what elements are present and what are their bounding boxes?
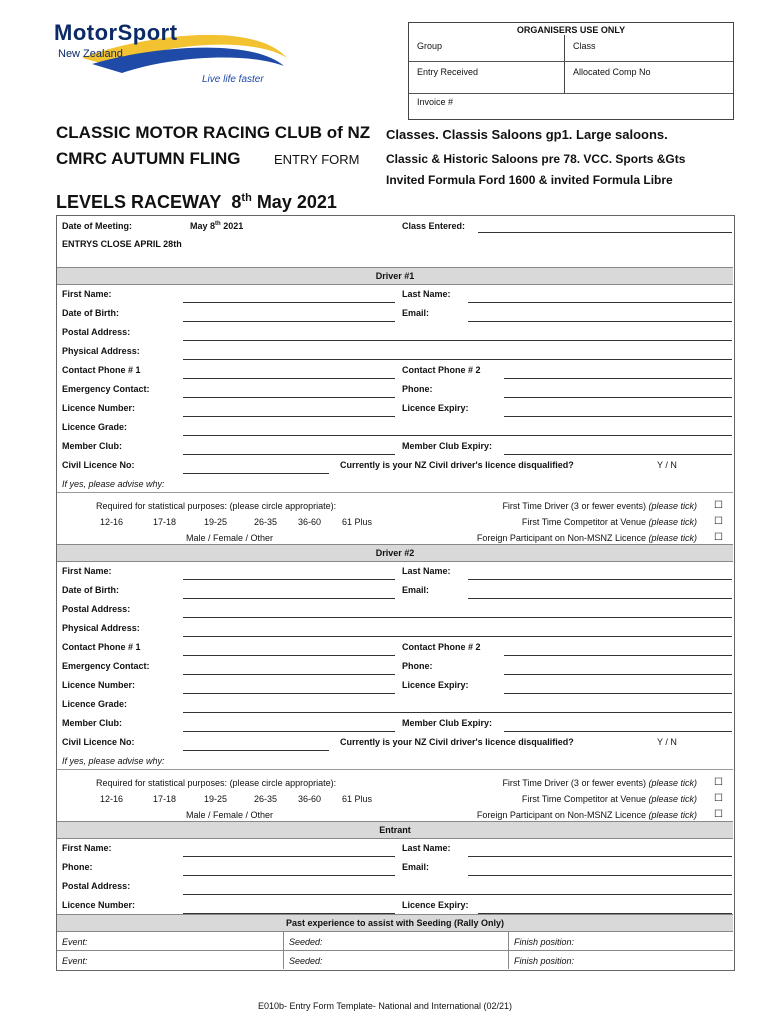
driver2-licence-expiry-label: Licence Expiry: bbox=[402, 680, 469, 690]
driver1-postal-label: Postal Address: bbox=[62, 327, 131, 337]
class-entered-field[interactable] bbox=[478, 232, 732, 233]
driver2-email-field[interactable] bbox=[468, 598, 732, 599]
invoice-label: Invoice # bbox=[417, 97, 454, 107]
driver1-last-name-field[interactable] bbox=[468, 302, 732, 303]
driver1-first-name-label: First Name: bbox=[62, 289, 112, 299]
driver1-club-label: Member Club: bbox=[62, 441, 123, 451]
driver2-advise: If yes, please advise why: bbox=[62, 756, 165, 766]
driver2-title: Driver #2 bbox=[375, 548, 415, 558]
driver1-licence-expiry-field[interactable] bbox=[504, 416, 732, 417]
driver1-age-4[interactable]: 36-60 bbox=[298, 517, 322, 527]
driver1-age-2[interactable]: 19-25 bbox=[204, 517, 228, 527]
driver1-first_time: First Time Driver (3 or fewer events) (please tick) bbox=[502, 501, 697, 511]
past-event-2: Event: bbox=[62, 956, 88, 966]
entrant-first-name-label: First Name: bbox=[62, 843, 112, 853]
venue-title: LEVELS RACEWAY 8th May 2021 bbox=[56, 192, 337, 212]
driver1-disqualified-label: Currently is your NZ Civil driver's licence disqualified? bbox=[340, 460, 574, 470]
past-seeded-2: Seeded: bbox=[289, 956, 323, 966]
driver2-grade-label: Licence Grade: bbox=[62, 699, 128, 709]
driver2-age-1[interactable]: 17-18 bbox=[153, 794, 177, 804]
entrant-phone-label: Phone: bbox=[62, 862, 93, 872]
driver1-club-field[interactable] bbox=[183, 454, 395, 455]
driver1-civil-label: Civil Licence No: bbox=[62, 460, 135, 470]
logo-tagline: Live life faster bbox=[202, 74, 264, 85]
driver2-first_time: First Time Driver (3 or fewer events) (please tick) bbox=[502, 778, 697, 788]
driver2-club-expiry-label: Member Club Expiry: bbox=[402, 718, 493, 728]
driver1-phone-field[interactable] bbox=[504, 397, 732, 398]
driver2-club-expiry-field[interactable] bbox=[504, 731, 732, 732]
past-finish-2: Finish position: bbox=[514, 956, 575, 966]
entrant-first-name-field[interactable] bbox=[183, 856, 395, 857]
past-title: Past experience to assist with Seeding (Rally Only) bbox=[285, 918, 505, 928]
driver1-grade-label: Licence Grade: bbox=[62, 422, 128, 432]
driver2-age-5[interactable]: 61 Plus bbox=[342, 794, 373, 804]
driver2-club-field[interactable] bbox=[183, 731, 395, 732]
entry-received-label: Entry Received bbox=[417, 67, 479, 77]
group-label: Group bbox=[417, 41, 443, 51]
entrant-last-name-field[interactable] bbox=[468, 856, 732, 857]
driver1-email-field[interactable] bbox=[468, 321, 732, 322]
driver1-first_comp-checkbox[interactable]: ☐ bbox=[714, 516, 723, 527]
classes-line2: Classic & Historic Saloons pre 78. VCC. Sports &Gts bbox=[386, 152, 686, 166]
driver1-foreign-checkbox[interactable]: ☐ bbox=[714, 532, 723, 543]
driver2-physical-label: Physical Address: bbox=[62, 623, 140, 633]
driver2-last-name-label: Last Name: bbox=[402, 566, 451, 576]
driver1-age-1[interactable]: 17-18 bbox=[153, 517, 177, 527]
driver2-email-label: Email: bbox=[402, 585, 430, 595]
driver2-age-0[interactable]: 12-16 bbox=[100, 794, 124, 804]
driver1-dob-label: Date of Birth: bbox=[62, 308, 119, 318]
driver1-licence-expiry-label: Licence Expiry: bbox=[402, 403, 469, 413]
driver1-physical-label: Physical Address: bbox=[62, 346, 140, 356]
organisers-box bbox=[408, 22, 734, 120]
form-frame bbox=[56, 215, 735, 971]
driver2-first_comp-checkbox[interactable]: ☐ bbox=[714, 793, 723, 804]
allocated-comp-label: Allocated Comp No bbox=[573, 67, 651, 77]
event-title: CMRC AUTUMN FLING bbox=[56, 149, 241, 168]
driver1-phone2-label: Contact Phone # 2 bbox=[402, 365, 481, 375]
driver1-age-5[interactable]: 61 Plus bbox=[342, 517, 373, 527]
entrant-licence-no-label: Licence Number: bbox=[62, 900, 136, 910]
organisers-heading: ORGANISERS USE ONLY bbox=[516, 25, 626, 35]
driver2-licence-no-field[interactable] bbox=[183, 693, 395, 694]
driver2-dob-label: Date of Birth: bbox=[62, 585, 119, 595]
driver1-age-0[interactable]: 12-16 bbox=[100, 517, 124, 527]
driver2-postal-label: Postal Address: bbox=[62, 604, 131, 614]
classes-line1: Classes. Classis Saloons gp1. Large saloons. bbox=[386, 127, 668, 142]
driver1-first_comp: First Time Competitor at Venue (please tick) bbox=[521, 517, 697, 527]
driver2-emergency-label: Emergency Contact: bbox=[62, 661, 150, 671]
driver1-club-expiry-field[interactable] bbox=[504, 454, 732, 455]
driver2-first_comp: First Time Competitor at Venue (please tick) bbox=[521, 794, 697, 804]
past-event-1: Event: bbox=[62, 937, 88, 947]
driver2-stats: Required for statistical purposes: (please circle appropriate): bbox=[96, 778, 337, 788]
driver2-club-label: Member Club: bbox=[62, 718, 123, 728]
driver1-emergency-label: Emergency Contact: bbox=[62, 384, 150, 394]
driver2-phone-field[interactable] bbox=[504, 674, 732, 675]
driver2-last-name-field[interactable] bbox=[468, 579, 732, 580]
driver1-phone2-field[interactable] bbox=[504, 378, 732, 379]
driver1-civil-field[interactable] bbox=[183, 473, 329, 474]
driver2-physical-field[interactable] bbox=[183, 636, 732, 637]
entries-close-label: ENTRYS CLOSE APRIL 28th bbox=[62, 239, 182, 249]
driver2-first_time-checkbox[interactable]: ☐ bbox=[714, 777, 723, 788]
driver2-civil-label: Civil Licence No: bbox=[62, 737, 135, 747]
footer-text: E010b- Entry Form Template- National and International (02/21) bbox=[258, 1001, 512, 1011]
driver2-civil-field[interactable] bbox=[183, 750, 329, 751]
driver2-yn[interactable]: Y / N bbox=[657, 737, 677, 747]
driver1-first_time-checkbox[interactable]: ☐ bbox=[714, 500, 723, 511]
driver1-phone-label: Phone: bbox=[402, 384, 433, 394]
driver2-age-2[interactable]: 19-25 bbox=[204, 794, 228, 804]
entrant-postal-field[interactable] bbox=[183, 894, 732, 895]
driver1-licence-no-label: Licence Number: bbox=[62, 403, 136, 413]
driver1-age-3[interactable]: 26-35 bbox=[254, 517, 278, 527]
driver1-phone1-label: Contact Phone # 1 bbox=[62, 365, 141, 375]
driver2-advise-field[interactable] bbox=[57, 769, 733, 770]
driver2-first-name-field[interactable] bbox=[183, 579, 395, 580]
date-of-meeting-label: Date of Meeting: bbox=[62, 221, 133, 231]
driver2-grade-field[interactable] bbox=[183, 712, 732, 713]
driver2-emergency-field[interactable] bbox=[183, 674, 395, 675]
entrant-last-name-label: Last Name: bbox=[402, 843, 451, 853]
driver1-advise: If yes, please advise why: bbox=[62, 479, 165, 489]
class-entered-label: Class Entered: bbox=[402, 221, 466, 231]
driver2-phone1-field[interactable] bbox=[183, 655, 395, 656]
driver1-last-name-label: Last Name: bbox=[402, 289, 451, 299]
driver2-licence-no-label: Licence Number: bbox=[62, 680, 136, 690]
entrant-postal-label: Postal Address: bbox=[62, 881, 131, 891]
driver2-phone2-field[interactable] bbox=[504, 655, 732, 656]
driver1-dob-field[interactable] bbox=[183, 321, 395, 322]
driver2-first-name-label: First Name: bbox=[62, 566, 112, 576]
driver1-licence-no-field[interactable] bbox=[183, 416, 395, 417]
entry-form-label: ENTRY FORM bbox=[274, 152, 360, 167]
driver2-foreign-checkbox[interactable]: ☐ bbox=[714, 809, 723, 820]
driver2-gender[interactable]: Male / Female / Other bbox=[186, 810, 274, 820]
driver1-foreign: Foreign Participant on Non-MSNZ Licence (please tick) bbox=[476, 533, 697, 543]
driver1-email-label: Email: bbox=[402, 308, 430, 318]
classes-line3: Invited Formula Ford 1600 & invited Formula Libre bbox=[386, 173, 673, 187]
driver2-age-4[interactable]: 36-60 bbox=[298, 794, 322, 804]
driver2-phone2-label: Contact Phone # 2 bbox=[402, 642, 481, 652]
driver1-first-name-field[interactable] bbox=[183, 302, 395, 303]
entrant-phone-field[interactable] bbox=[183, 875, 395, 876]
driver2-dob-field[interactable] bbox=[183, 598, 395, 599]
driver1-emergency-field[interactable] bbox=[183, 397, 395, 398]
meeting-date-value: May 8th 2021 bbox=[190, 221, 244, 231]
driver1-grade-field[interactable] bbox=[183, 435, 732, 436]
driver2-phone1-label: Contact Phone # 1 bbox=[62, 642, 141, 652]
driver1-advise-field[interactable] bbox=[57, 492, 733, 493]
driver2-postal-field[interactable] bbox=[183, 617, 732, 618]
driver1-physical-field[interactable] bbox=[183, 359, 732, 360]
entrant-email-field[interactable] bbox=[468, 875, 732, 876]
motorsport-logo bbox=[52, 18, 292, 90]
driver1-phone1-field[interactable] bbox=[183, 378, 395, 379]
logo-country: New Zealand bbox=[58, 48, 123, 60]
driver2-licence-expiry-field[interactable] bbox=[504, 693, 732, 694]
entrant-email-label: Email: bbox=[402, 862, 430, 872]
past-seeded-1: Seeded: bbox=[289, 937, 323, 947]
driver1-club-expiry-label: Member Club Expiry: bbox=[402, 441, 493, 451]
driver2-foreign: Foreign Participant on Non-MSNZ Licence (please tick) bbox=[476, 810, 697, 820]
driver1-postal-field[interactable] bbox=[183, 340, 732, 341]
driver1-gender[interactable]: Male / Female / Other bbox=[186, 533, 274, 543]
driver2-age-3[interactable]: 26-35 bbox=[254, 794, 278, 804]
driver1-title: Driver #1 bbox=[375, 271, 415, 281]
driver1-stats: Required for statistical purposes: (please circle appropriate): bbox=[96, 501, 337, 511]
driver2-phone-label: Phone: bbox=[402, 661, 433, 671]
past-finish-1: Finish position: bbox=[514, 937, 575, 947]
driver1-yn[interactable]: Y / N bbox=[657, 460, 677, 470]
driver2-disqualified-label: Currently is your NZ Civil driver's licence disqualified? bbox=[340, 737, 574, 747]
logo-brand: MotorSport bbox=[54, 20, 178, 45]
entrant-licence-expiry-label: Licence Expiry: bbox=[402, 900, 469, 910]
club-title: CLASSIC MOTOR RACING CLUB of NZ bbox=[56, 123, 371, 142]
class-label: Class bbox=[573, 41, 596, 51]
entrant-title: Entrant bbox=[379, 825, 411, 835]
